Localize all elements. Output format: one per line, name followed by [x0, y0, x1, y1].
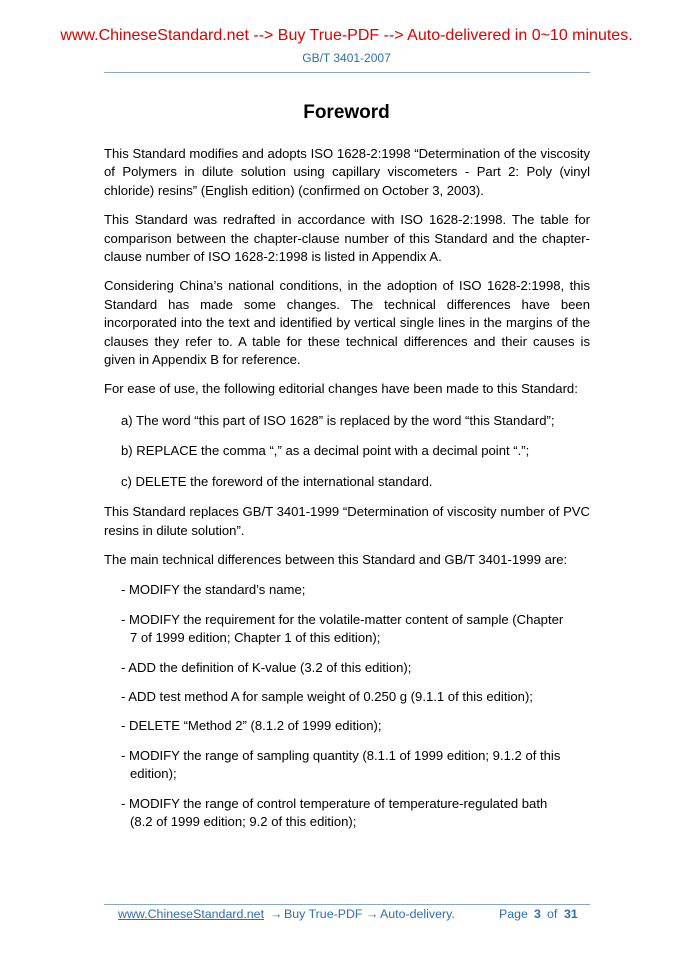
paragraph-differences-intro: The main technical differences between this Standard and GB/T 3401-1999 are:	[104, 551, 568, 567]
difference-item	[104, 747, 590, 784]
difference-item-text: - ADD test method A for sample weight of 0.250 g (9.1.1 of this edition);	[121, 688, 533, 704]
page-title: Foreword	[303, 102, 390, 123]
top-banner-link[interactable]: www.ChineseStandard.net --> Buy True-PDF --> Auto-delivered in 0~10 minutes.	[60, 27, 633, 44]
paragraph-editorial-intro: For ease of use, the following editorial changes have been made to this Standard:	[104, 381, 578, 397]
editorial-change-item: c) DELETE the foreword of the international standard.	[121, 473, 433, 489]
editorial-change-item: b) REPLACE the comma “,” as a decimal point with a decimal point “.”;	[121, 443, 530, 459]
foreword-body	[104, 145, 590, 842]
editorial-change-item: a) The word “this part of ISO 1628” is replaced by the word “this Standard”;	[121, 412, 555, 428]
difference-item	[104, 717, 590, 735]
paragraph-redrafted: This Standard was redrafted in accordance with ISO 1628-2:1998. The table for comparison between the chapter-clause number of this Standard and the chapter-clause number of ISO 1628-2:1998 is listed in Appendix A.	[104, 212, 590, 265]
footer-auto-delivery-text: Auto-delivery.	[380, 907, 455, 921]
paragraph-adoption: This Standard modifies and adopts ISO 1628-2:1998 “Determination of the viscosity of Polymers in dilute solution using capillary viscometers - Part 2: Poly (vinyl chloride) resins” (English edition) (confirmed on October 3, 2003).	[104, 146, 590, 198]
footer-page-label: Page	[499, 907, 528, 921]
difference-item	[104, 581, 590, 599]
paragraph-replaces: This Standard replaces GB/T 3401-1999 “Determination of viscosity number of PVC resins in dilute solution”.	[104, 504, 590, 538]
difference-item-text: - MODIFY the requirement for the volatile-matter content of sample (Chapter	[121, 611, 564, 627]
footer-site-link[interactable]: www.ChineseStandard.net	[118, 907, 265, 921]
footer-total-pages: 31	[564, 907, 578, 921]
difference-item	[104, 611, 590, 648]
arrow-right-icon: →	[366, 907, 379, 921]
difference-item-continuation: (8.2 of 1999 edition; 9.2 of this edition);	[130, 813, 357, 829]
arrow-right-icon: →	[270, 907, 283, 921]
standard-code-header: GB/T 3401-2007	[302, 51, 391, 65]
difference-item-text: - MODIFY the standard’s name;	[121, 582, 306, 598]
difference-item	[104, 659, 590, 677]
difference-item	[104, 795, 590, 832]
difference-item-text: - DELETE “Method 2” (8.1.2 of 1999 edition);	[121, 718, 382, 734]
footer-buy-text: Buy True-PDF	[284, 907, 363, 921]
difference-item-text: - MODIFY the range of sampling quantity (8.1.1 of 1999 edition; 9.1.2 of this	[121, 747, 561, 763]
footer-page-number: 3	[534, 907, 541, 921]
page-footer	[104, 907, 590, 923]
footer-of-label: of	[547, 907, 558, 921]
paragraph-national-conditions: Considering China’s national conditions, in the adoption of ISO 1628-2:1998, this Standard has made some changes. The technical differences have been incorporated into the text and identified by vertical single lines in the margins of the clauses they refer to. A table for these technical differences and their causes is given in Appendix B for reference.	[104, 278, 590, 368]
difference-item-text: - MODIFY the range of control temperature of temperature-regulated bath	[121, 795, 548, 811]
difference-item-continuation: 7 of 1999 edition; Chapter 1 of this edition);	[130, 630, 381, 646]
difference-item-continuation: edition);	[130, 766, 177, 782]
header-divider	[104, 72, 590, 73]
footer-divider	[104, 904, 590, 905]
difference-item	[104, 688, 590, 706]
difference-item-text: - ADD the definition of K-value (3.2 of this edition);	[121, 659, 412, 675]
